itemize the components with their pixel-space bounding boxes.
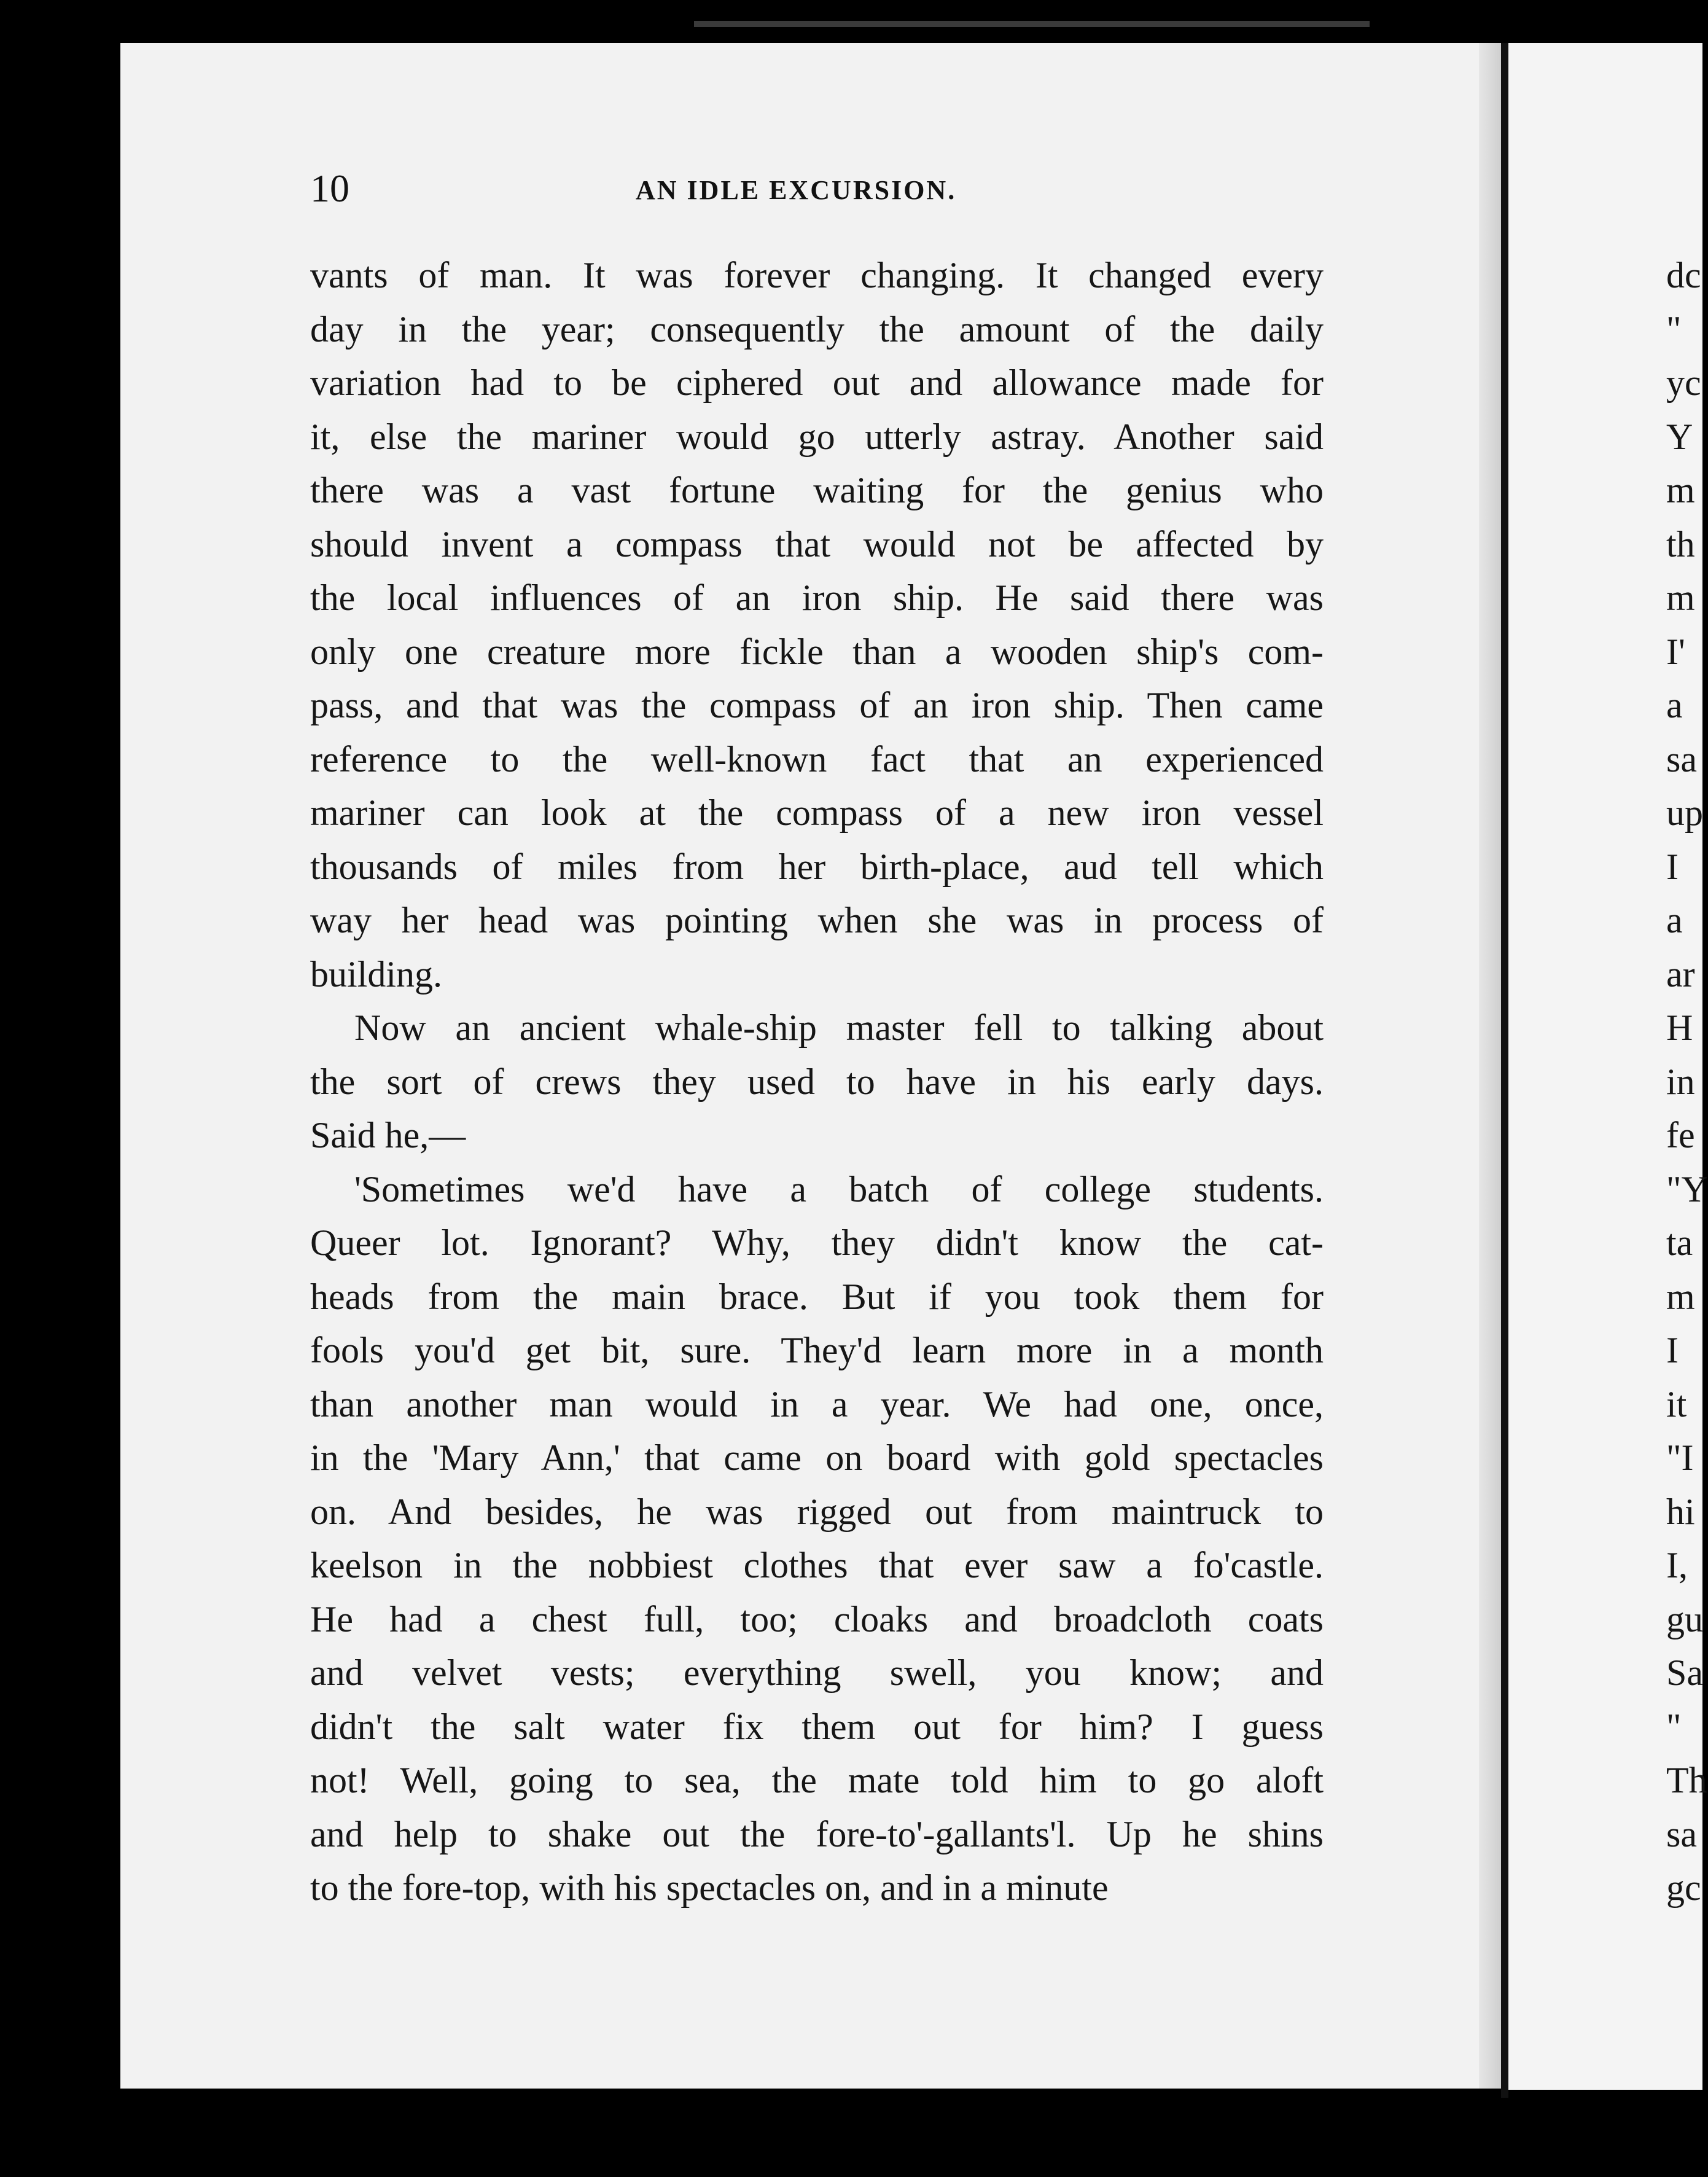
next-page-fragment: m bbox=[1666, 1276, 1695, 1317]
text-line: reference to the well-known fact that an experienced bbox=[310, 738, 1324, 780]
text-line: on. And besides, he was rigged out from maintruck to bbox=[310, 1491, 1324, 1532]
text-line: heads from the main brace. But if you took them for bbox=[310, 1276, 1324, 1317]
running-head: AN IDLE EXCURSION. bbox=[636, 175, 957, 205]
next-page-fragment: a bbox=[1666, 685, 1683, 725]
text-line: in the 'Mary Ann,' that came on board with gold spectacles bbox=[310, 1437, 1324, 1478]
next-page-fragment: hi bbox=[1666, 1491, 1695, 1532]
text-line: the local influences of an iron ship. He said there was bbox=[310, 577, 1324, 618]
text-line: it, else the mariner would go utterly astray. Another said bbox=[310, 416, 1324, 457]
next-page-fragment: gc bbox=[1666, 1867, 1701, 1908]
next-page-fragment: Y bbox=[1666, 416, 1693, 457]
text-line: keelson in the nobbiest clothes that ever saw a fo'castle. bbox=[310, 1545, 1324, 1585]
text-line: mariner can look at the compass of a new iron vessel bbox=[310, 792, 1324, 833]
text-line: pass, and that was the compass of an iron ship. Then came bbox=[310, 685, 1324, 725]
text-line: not! Well, going to sea, the mate told him to go aloft bbox=[310, 1760, 1324, 1800]
text-line: to the fore-top, with his spectacles on, and in a minute bbox=[310, 1867, 1109, 1908]
text-line: didn't the salt water fix them out for him? I guess bbox=[310, 1706, 1324, 1747]
text-line: the sort of crews they used to have in his early days. bbox=[310, 1061, 1324, 1102]
page-top-shadow bbox=[694, 21, 1370, 27]
next-page-fragment: sa bbox=[1666, 1813, 1697, 1855]
text-line: fools you'd get bit, sure. They'd learn more in a month bbox=[310, 1330, 1324, 1370]
text-line: building. bbox=[310, 953, 443, 995]
next-page-fragments bbox=[1666, 249, 1708, 1915]
next-page-fragment: gu bbox=[1666, 1598, 1703, 1640]
page-fold-shadow bbox=[1479, 43, 1501, 2089]
next-page-fragment: I bbox=[1666, 1330, 1679, 1370]
next-page-fragment: up bbox=[1666, 792, 1703, 833]
text-line: day in the year; consequently the amount of the daily bbox=[310, 308, 1324, 350]
text-line: only one creature more fickle than a wooden ship's com- bbox=[310, 631, 1324, 672]
text-line: thousands of miles from her birth-place, aud tell which bbox=[310, 846, 1324, 887]
next-page-fragment: m bbox=[1666, 577, 1695, 618]
text-line: than another man would in a year. We had one, once, bbox=[310, 1383, 1324, 1425]
next-page-fragment: th bbox=[1666, 523, 1695, 565]
next-page-fragment: ar bbox=[1666, 953, 1695, 995]
next-page-fragment: dc bbox=[1666, 255, 1701, 295]
page-number: 10 bbox=[310, 166, 349, 210]
body-text bbox=[310, 249, 1324, 1915]
text-line: Said he,— bbox=[310, 1115, 466, 1155]
next-page-fragment: sa bbox=[1666, 738, 1697, 780]
next-page-fragment: Th bbox=[1666, 1760, 1707, 1800]
text-line: and help to shake out the fore-to'-gallants'l. Up he shins bbox=[310, 1813, 1324, 1855]
next-page-fragment: yc bbox=[1666, 362, 1701, 403]
next-page-fragment: "Y bbox=[1666, 1168, 1708, 1210]
page-header bbox=[310, 166, 1324, 215]
text-line: variation had to be ciphered out and allowance made for bbox=[310, 362, 1324, 403]
next-page-fragment: in bbox=[1666, 1061, 1695, 1102]
text-line: there was a vast fortune waiting for the genius who bbox=[310, 470, 1324, 510]
next-page-fragment: " bbox=[1666, 1706, 1682, 1747]
text-line: vants of man. It was forever changing. It changed every bbox=[310, 255, 1324, 295]
next-page-fragment: a bbox=[1666, 900, 1683, 940]
next-page-fragment: I' bbox=[1666, 631, 1685, 672]
text-line: and velvet vests; everything swell, you know; and bbox=[310, 1652, 1324, 1693]
next-page-fragment: ta bbox=[1666, 1222, 1693, 1263]
next-page-fragment: "I bbox=[1666, 1437, 1694, 1478]
next-page-fragment: I bbox=[1666, 846, 1679, 887]
next-page-fragment: " bbox=[1666, 308, 1682, 350]
text-line: He had a chest full, too; cloaks and broadcloth coats bbox=[310, 1598, 1324, 1640]
next-page-fragment: fe bbox=[1666, 1115, 1695, 1155]
next-page-fragment: I, bbox=[1666, 1545, 1688, 1585]
next-page-fragment: it bbox=[1666, 1383, 1687, 1425]
text-line: Now an ancient whale-ship master fell to talking about bbox=[354, 1007, 1324, 1048]
text-line: should invent a compass that would not be affected by bbox=[310, 523, 1324, 565]
text-line: 'Sometimes we'd have a batch of college students. bbox=[354, 1168, 1324, 1210]
next-page-fragment: m bbox=[1666, 470, 1695, 510]
next-page-fragment: H bbox=[1666, 1007, 1693, 1048]
book-gutter bbox=[1501, 43, 1508, 2098]
text-line: way her head was pointing when she was in process of bbox=[310, 900, 1324, 940]
text-line: Queer lot. Ignorant? Why, they didn't know the cat- bbox=[310, 1222, 1324, 1263]
next-page-fragment: Sa bbox=[1666, 1652, 1703, 1693]
